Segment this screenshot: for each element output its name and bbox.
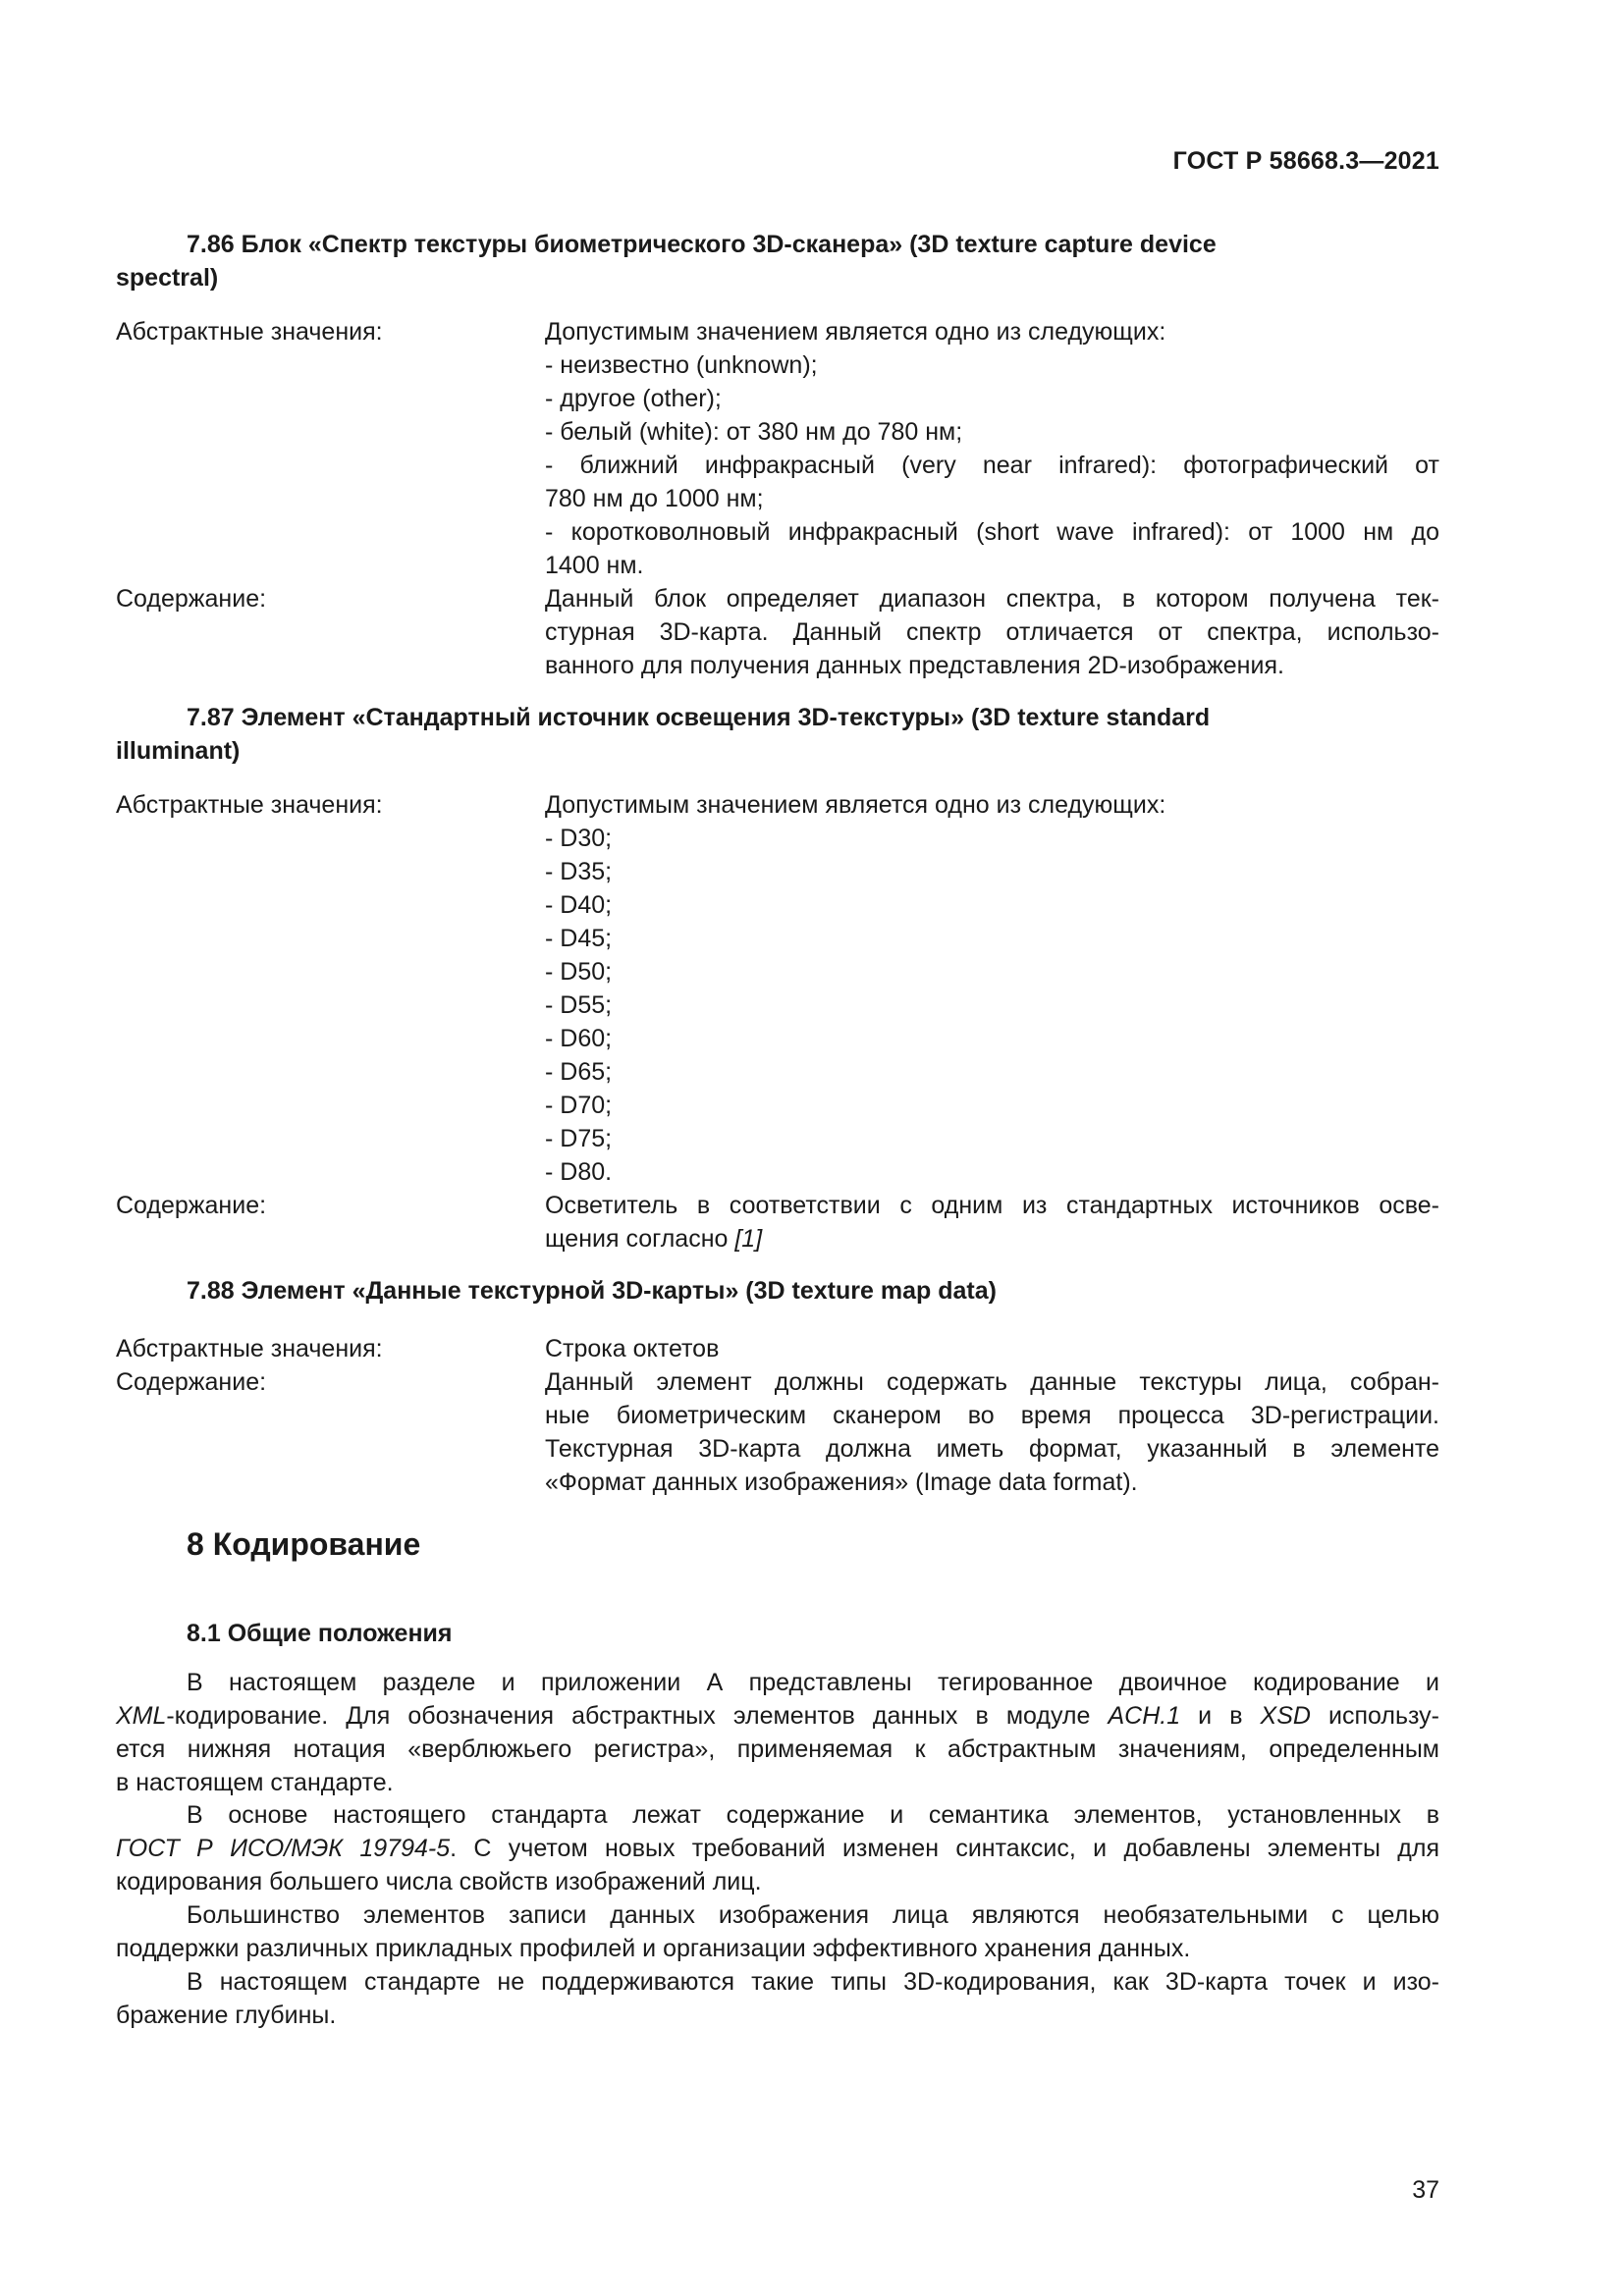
term-xsd: XSD bbox=[1260, 1702, 1311, 1730]
value-line: 1400 нм. bbox=[545, 552, 644, 579]
section-title-line: spectral) bbox=[116, 264, 219, 292]
value-line: - D75; bbox=[545, 1125, 613, 1152]
section-8-1-title: 8.1 Общие положения bbox=[187, 1620, 453, 1647]
chapter-8-title: 8 Кодирование bbox=[187, 1526, 421, 1562]
value-line: - D70; bbox=[545, 1092, 613, 1119]
section-7-87-title bbox=[116, 701, 1439, 768]
text-run: -кодирование. Для обозначения абстрактных элементов данных в модуле bbox=[166, 1702, 1109, 1730]
value-line: - D60; bbox=[545, 1025, 613, 1052]
text-run: использу- bbox=[1310, 1702, 1439, 1730]
paragraph-line: В основе настоящего стандарта лежат содержание и семантика элементов, установленных в bbox=[187, 1801, 1439, 1829]
value-line: Допустимым значением является одно из следующих: bbox=[545, 318, 1166, 346]
section-title-line: 7.86 Блок «Спектр текстуры биометрического 3D-сканера» (3D texture capture device bbox=[187, 231, 1217, 258]
field-label: Абстрактные значения: bbox=[116, 791, 383, 819]
value-line: - D65; bbox=[545, 1058, 613, 1086]
paragraph-line: ется нижняя нотация «верблюжьего регистра», применяемая к абстрактным значениям, определенным bbox=[116, 1735, 1439, 1763]
page-number: 37 bbox=[1412, 2176, 1439, 2204]
value-line: стурная 3D-карта. Данный спектр отличается от спектра, использо- bbox=[545, 618, 1439, 646]
section-title-line: illuminant) bbox=[116, 737, 241, 765]
field-value: Строка октетов bbox=[545, 1335, 720, 1362]
paragraph-3 bbox=[116, 1898, 1439, 1965]
value-line: ные биометрическим сканером во время процесса 3D-регистрации. bbox=[545, 1402, 1439, 1429]
paragraph-line: бражение глубины. bbox=[116, 2002, 337, 2029]
field-value bbox=[545, 1365, 1439, 1499]
standard-reference: ГОСТ Р ИСО/МЭК 19794-5 bbox=[116, 1835, 451, 1862]
value-line: Допустимым значением является одно из следующих: bbox=[545, 791, 1166, 819]
paragraph-4 bbox=[116, 1965, 1439, 2032]
value-text: щения согласно bbox=[545, 1225, 735, 1253]
value-line: 780 нм до 1000 нм; bbox=[545, 485, 764, 512]
term-xml: XML bbox=[116, 1702, 167, 1730]
paragraph-line: кодирования большего числа свойств изображений лиц. bbox=[116, 1868, 762, 1896]
term-asn1: ACH.1 bbox=[1108, 1702, 1181, 1730]
field-value bbox=[545, 315, 1439, 582]
field-value bbox=[545, 1189, 1439, 1255]
paragraph-1 bbox=[116, 1666, 1439, 1799]
section-7-86-title bbox=[116, 228, 1439, 294]
paragraph-2 bbox=[116, 1798, 1439, 1898]
field-value bbox=[545, 788, 1439, 1189]
value-line: - D55; bbox=[545, 991, 613, 1019]
value-line: - другое (other); bbox=[545, 385, 722, 412]
value-line: Данный элемент должны содержать данные текстуры лица, собран- bbox=[545, 1368, 1439, 1396]
paragraph-line: Большинство элементов записи данных изображения лица являются необязательными с целью bbox=[187, 1901, 1439, 1929]
value-line: - ближний инфракрасный (very near infrared): фотографический от bbox=[545, 452, 1439, 479]
bibliography-reference: [1] bbox=[734, 1225, 763, 1253]
section-title-line: 7.87 Элемент «Стандартный источник освещения 3D-текстуры» (3D texture standard bbox=[187, 704, 1211, 731]
text-run: . С учетом новых требований изменен синтаксис, и добавлены элементы для bbox=[450, 1835, 1439, 1862]
standard-designation: ГОСТ Р 58668.3—2021 bbox=[1172, 147, 1439, 175]
field-label: Абстрактные значения: bbox=[116, 1335, 383, 1362]
value-line bbox=[545, 1222, 1439, 1255]
field-label: Абстрактные значения: bbox=[116, 318, 383, 346]
value-line: - коротковолновый инфракрасный (short wave infrared): от 1000 нм до bbox=[545, 518, 1439, 546]
value-line: - D80. bbox=[545, 1158, 613, 1186]
value-line: Текстурная 3D-карта должна иметь формат, указанный в элементе bbox=[545, 1435, 1439, 1463]
paragraph-line: поддержки различных прикладных профилей и организации эффективного хранения данных. bbox=[116, 1935, 1191, 1962]
field-value bbox=[545, 582, 1439, 682]
value-line: - D30; bbox=[545, 825, 613, 852]
paragraph-line: В настоящем стандарте не поддерживаются такие типы 3D-кодирования, как 3D-карта точек и изо- bbox=[187, 1968, 1439, 1996]
field-label: Содержание: bbox=[116, 1368, 267, 1396]
field-label: Содержание: bbox=[116, 585, 267, 613]
value-line: - D50; bbox=[545, 958, 613, 986]
value-line: - D35; bbox=[545, 858, 613, 885]
value-line: ванного для получения данных представления 2D-изображения. bbox=[545, 652, 1284, 679]
value-line: Данный блок определяет диапазон спектра, в котором получена тек- bbox=[545, 585, 1439, 613]
paragraph-line: В настоящем разделе и приложении А представлены тегированное двоичное кодирование и bbox=[187, 1669, 1439, 1696]
value-line: - D40; bbox=[545, 891, 613, 919]
paragraph-line bbox=[116, 1699, 1439, 1733]
value-line: - неизвестно (unknown); bbox=[545, 351, 818, 379]
section-7-88-title: 7.88 Элемент «Данные текстурной 3D-карты» (3D texture map data) bbox=[187, 1277, 997, 1305]
paragraph-line bbox=[116, 1832, 1439, 1865]
value-line: Осветитель в соответствии с одним из стандартных источников осве- bbox=[545, 1192, 1439, 1219]
value-line: - белый (white): от 380 нм до 780 нм; bbox=[545, 418, 963, 446]
paragraph-line: в настоящем стандарте. bbox=[116, 1769, 394, 1796]
value-line: - D45; bbox=[545, 925, 613, 952]
field-label: Содержание: bbox=[116, 1192, 267, 1219]
text-run: и в bbox=[1180, 1702, 1261, 1730]
value-line: «Формат данных изображения» (Image data format). bbox=[545, 1468, 1138, 1496]
